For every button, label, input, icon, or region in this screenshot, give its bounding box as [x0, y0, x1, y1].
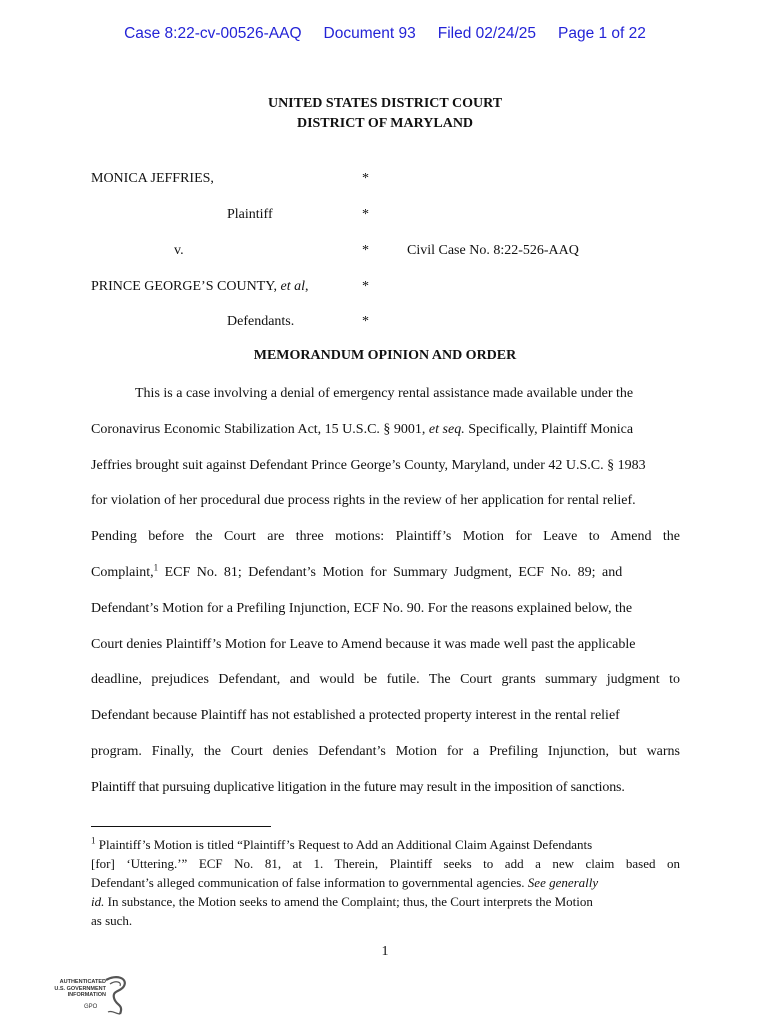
- caption-separator: *: [362, 314, 369, 329]
- gpo-label-line: U.S. GOVERNMENT: [54, 985, 106, 992]
- defendant-etal: et al: [280, 279, 306, 294]
- versus-label: v.: [174, 243, 184, 258]
- body-line: Pending before the Court are three motions: Plaintiff’s Motion for Leave to Amend the: [91, 529, 680, 544]
- caption-separator: *: [362, 279, 369, 294]
- court-name: UNITED STATES DISTRICT COURT: [267, 96, 503, 111]
- civil-case-number: Civil Case No. 8:22-526-AAQ: [407, 243, 579, 258]
- gpo-label-line: AUTHENTICATED: [59, 979, 106, 985]
- defendant-comma: ,: [305, 279, 309, 294]
- body-line: [91, 564, 680, 582]
- footnote-line: [91, 894, 680, 910]
- court-heading: [0, 94, 770, 134]
- footnote-citation: id.: [91, 894, 105, 909]
- plaintiff-name: MONICA JEFFRIES,: [91, 171, 214, 186]
- caption-separator: *: [362, 243, 369, 258]
- gpo-label-line: INFORMATION: [67, 992, 106, 998]
- page-number: 1: [381, 944, 389, 959]
- plaintiff-role: Plaintiff: [227, 207, 273, 222]
- filing-header: [0, 25, 770, 43]
- page-count-stamp: Page 1 of 22: [558, 25, 646, 42]
- court-district: DISTRICT OF MARYLAND: [296, 116, 474, 131]
- body-line: [91, 421, 680, 439]
- defendant-role: Defendants.: [227, 314, 295, 329]
- body-text: Specifically, Plaintiff Monica: [464, 422, 634, 437]
- footnote-citation: See generally: [527, 875, 599, 890]
- caption-separator: *: [362, 171, 369, 186]
- body-italic: et seq.: [428, 422, 465, 437]
- body-line: Defendant because Plaintiff has not established a protected property interest in the rental relief: [91, 708, 620, 723]
- memorandum-title: MEMORANDUM OPINION AND ORDER: [253, 348, 517, 363]
- footnote-divider: [91, 826, 271, 827]
- gpo-label: [42, 979, 106, 999]
- body-line: Jeffries brought suit against Defendant Prince George’s County, Maryland, under 42 U.S.C. § 1983: [91, 458, 646, 473]
- body-text: ECF No. 81; Defendant’s Motion for Summary Judgment, ECF No. 89; and: [158, 565, 623, 580]
- eagle-seal-icon: [102, 974, 130, 1018]
- case-number-stamp: Case 8:22-cv-00526-AAQ: [124, 25, 302, 42]
- footnote-line: [91, 837, 680, 853]
- footnote-text: Plaintiff’s Motion is titled “Plaintiff’s Request to Add an Additional Claim Against Defendants: [95, 837, 593, 852]
- body-text: Complaint,: [91, 565, 154, 580]
- defendant-name-text: PRINCE GEORGE’S COUNTY,: [91, 279, 278, 294]
- caption-separator: *: [362, 207, 369, 222]
- footnote-text: In substance, the Motion seeks to amend the Complaint; thus, the Court interprets the Motion: [104, 894, 593, 909]
- gpo-authentication-badge: [42, 974, 132, 1018]
- body-line: program. Finally, the Court denies Defendant’s Motion for a Prefiling Injunction, but warns: [91, 744, 680, 759]
- body-text: Coronavirus Economic Stabilization Act, 15 U.S.C. § 9001,: [91, 422, 429, 437]
- filed-date-stamp: Filed 02/24/25: [437, 25, 536, 42]
- footnote-line: [91, 875, 680, 891]
- footnote-text: Defendant’s alleged communication of false information to governmental agencies.: [91, 875, 528, 890]
- body-line: Defendant’s Motion for a Prefiling Injunction, ECF No. 90. For the reasons explained below, the: [91, 601, 633, 616]
- footnote-reference[interactable]: 1: [153, 562, 159, 573]
- body-line: Plaintiff that pursuing duplicative litigation in the future may result in the imposition of sanctions.: [91, 780, 625, 795]
- gpo-mark-text: GPO: [84, 1004, 98, 1010]
- footnote-marker: 1: [91, 835, 96, 846]
- footnote-line: as such.: [91, 913, 133, 928]
- body-line: This is a case involving a denial of emergency rental assistance made available under the: [135, 386, 634, 401]
- document-number-stamp: Document 93: [323, 25, 416, 42]
- body-line: for violation of her procedural due process rights in the review of her application for rental relief.: [91, 493, 636, 508]
- defendant-name: [91, 279, 309, 295]
- body-line: deadline, prejudices Defendant, and would be futile. The Court grants summary judgment to: [91, 672, 680, 687]
- footnote-line: [for] ‘Uttering.’” ECF No. 81, at 1. Therein, Plaintiff seeks to add a new claim based on: [91, 856, 680, 871]
- body-line: Court denies Plaintiff’s Motion for Leave to Amend because it was made well past the applicable: [91, 637, 636, 652]
